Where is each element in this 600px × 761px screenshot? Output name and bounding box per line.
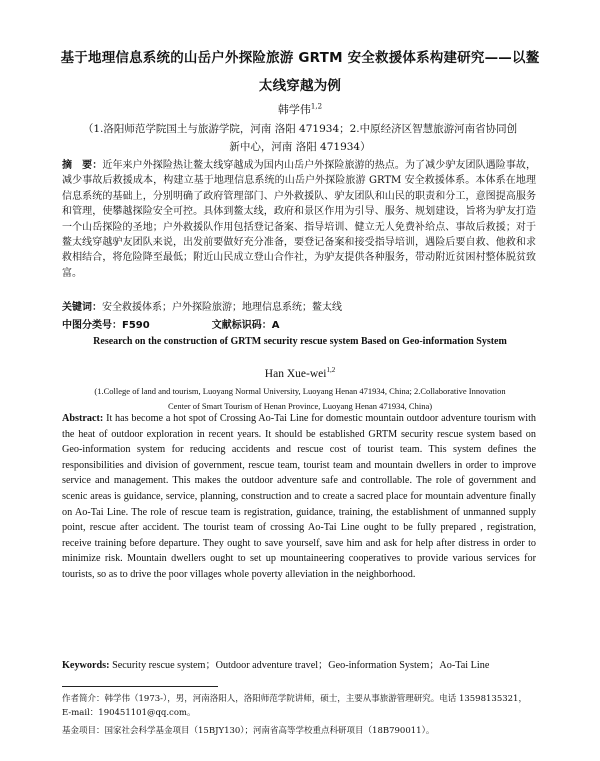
footnote-fund: 基金项目：国家社会科学基金项目（15BJY130）；河南省高等学校重点科研项目（18B790011）。 <box>62 726 435 736</box>
chinese-affiliation: （1.洛阳师范学院国土与旅游学院，河南 洛阳 471934；2.中原经济区智慧旅游河南省协同创新中心，河南 洛阳 471934） <box>82 123 518 153</box>
footnote-author: 作者简介：韩学伟（1973-），男，河南洛阳人，洛阳师范学院讲师，硕士，主要从事旅游管理研究。电话 13598135321，E-mail：190451101@qq.com。 <box>62 694 527 718</box>
english-keywords <box>62 658 536 674</box>
author-sup-cn: 1,2 <box>310 102 323 111</box>
abstract-text-cn: 近年来户外探险热让鳌太线穿越成为国内山岳户外探险旅游的热点。为了减少驴友团队遇险事故，减少事故后救援成本，构建立基于地理信息系统的山岳户外探险旅游 GRTM 安全救援体系。本体系在地理信息系统的基础上，分别明确了政府管理部门、户外救援队、驴友团队和山民的职责和分工，意图提高服务和管理，使攀越探险安全可控。具体到鳌太线，政府和景区作用为引导、服务、规划建设，旨将为驴友打造一个山岳探险的圣地；户外救援队作用包括登记备案、指导培训、健立无人免费补给点、事故后救援；对于鳌太线穿越驴友团队来说，出发前要做好充分准备，要登记备案和接受指导培训，遇险后要自救、他救和求救相结合，将危险降至最低；附近山民成立登山合作社，为驴友提供各种服务，带动附近贫困村整体脱贫致富。 <box>62 160 537 279</box>
english-abstract <box>62 411 536 583</box>
clc-value: F590 <box>122 320 150 331</box>
author-sup-en: 1,2 <box>326 366 336 374</box>
abstract-text-en: It has become a hot spot of Crossing Ao-Tai Line for domestic mountain outdoor adventure tourism with the heat of outdoor exploration in recent years. It should be established GRTM security rescue system based on Geo-information system for reducing accidents and rescue cost of tourist team. This system defines the responsibilities and division of government, rescue team, tourist team and mountain dwellers in order to improve service and management. This makes the outdoor adventure safe and controllable. The role of government and scenic areas is guidance, service, planning, construction and to create a sacred place for mountain adventure finally on Ao-Tai Line. The role of rescue team is registration, guidance, training, the establishment of unmanned supply point, rescue after accident. The tourist team of crossing Ao-Tai Line ought to be fully prepared , registration, receive training before departure. They ought to save yourself, save him and ask for help after distress in order to minimize risk. Mountain dwellers ought to set up mountaineering cooperatives to provide various services for tourists, so as to drive the poor villages whole poverty alleviation in the neighborhood. <box>62 413 536 580</box>
doc-code-label: 文献标识码： <box>211 320 272 331</box>
english-author <box>40 366 560 380</box>
keywords-text-cn: 安全救援体系；户外探险旅游；地理信息系统；鳌太线 <box>102 302 342 313</box>
english-affiliation: (1.College of land and tourism, Luoyang Normal University, Luoyang Henan 471934, China; 2.Collaborative Innovation Center of Smart Tourism of Henan Province, Luoyang Henan 471934, China) <box>94 386 506 411</box>
keywords-label-en: Keywords: <box>62 660 110 671</box>
chinese-title: 基于地理信息系统的山岳户外探险旅游 GRTM 安全救援体系构建研究——以鳌太线穿越为例 <box>60 50 540 94</box>
classification-line <box>62 316 279 331</box>
keywords-text-en: Security rescue system；Outdoor adventure travel；Geo-information System；Ao-Tai Line <box>109 660 490 671</box>
chinese-keywords <box>62 300 536 315</box>
author-name-cn: 韩学伟 <box>277 103 311 116</box>
abstract-label-cn: 摘 要： <box>62 160 103 171</box>
english-title: Research on the construction of GRTM security rescue system Based on Geo-information System <box>93 336 507 347</box>
footnote-rule <box>62 686 218 687</box>
author-name-en: Han Xue-wei <box>264 367 327 380</box>
doc-code-value: A <box>271 320 280 331</box>
chinese-author <box>40 101 560 117</box>
chinese-abstract <box>62 158 536 281</box>
clc-label: 中图分类号： <box>62 320 122 331</box>
abstract-label-en: Abstract: <box>62 413 104 424</box>
keywords-label-cn: 关键词： <box>62 302 102 313</box>
